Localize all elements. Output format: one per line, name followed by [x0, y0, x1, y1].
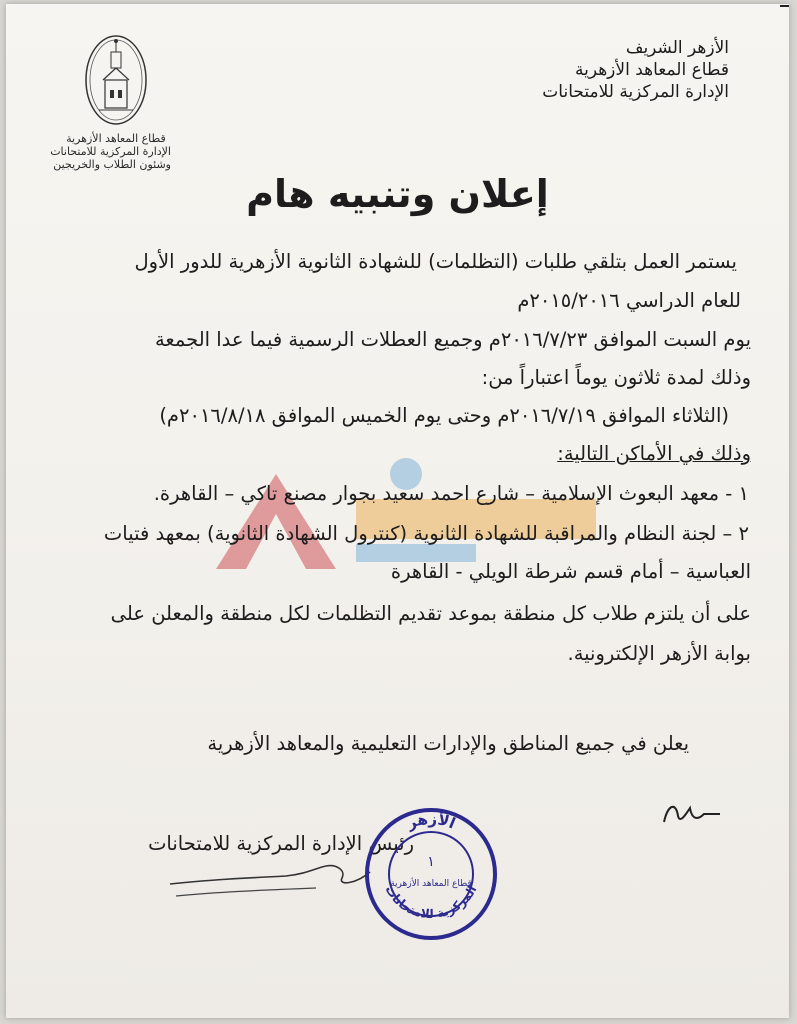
body-paragraph-1-line-2: للعام الدراسي ٢٠١٥/٢٠١٦م — [517, 289, 741, 312]
body-paragraph-2-line-2: وذلك لمدة ثلاثون يوماً اعتباراً من: — [481, 366, 751, 389]
place-2-line-2: العباسية – أمام قسم شرطة الويلي - القاهرة — [390, 560, 751, 583]
corner-bracket-mark — [778, 4, 789, 18]
body-paragraph-1-line-1: يستمر العمل بتلقي طلبات (التظلمات) للشهادة الثانوية الأزهرية للدور الأول — [134, 250, 737, 273]
stamp-number: ١ — [427, 854, 435, 870]
signatory-role: رئيس الإدارة المركزية للامتحانات — [148, 832, 414, 855]
page-title: إعلان وتنبيه هام — [246, 172, 549, 216]
place-2-line-1: ٢ – لجنة النظام والمراقبة للشهادة الثانوية (كنترول الشهادة الثانوية) بمعهد فتيات — [103, 522, 749, 545]
emblem-caption-2: الإدارة المركزية للامتحانات — [50, 145, 171, 158]
body-date-range: (الثلاثاء الموافق ٢٠١٦/٧/١٩م وحتى يوم الخميس الموافق ٢٠١٦/٨/١٨م) — [159, 404, 729, 427]
body-paragraph-2-line-1: يوم السبت الموافق ٢٠١٦/٧/٢٣م وجميع العطلات الرسمية فيما عدا الجمعة — [154, 328, 751, 351]
official-stamp — [361, 804, 501, 944]
places-heading: وذلك في الأماكن التالية: — [557, 442, 751, 465]
emblem-caption-3: وشئون الطلاب والخريجين — [53, 158, 171, 171]
header-department: الإدارة المركزية للامتحانات — [542, 82, 729, 102]
publish-statement: يعلن في جميع المناطق والإدارات التعليمية والمعاهد الأزهرية — [207, 732, 689, 755]
svg-text:الأزهر — [404, 810, 459, 833]
stamp-outer-top: الأزهر — [404, 809, 459, 833]
note-line-1: على أن يلتزم طلاب كل منطقة بموعد تقديم التظلمات لكل منطقة والمعلن على — [110, 602, 751, 625]
place-1: ١ - معهد البعوث الإسلامية – شارع احمد سعيد بجوار مصنع تاكي – القاهرة. — [153, 482, 749, 505]
note-line-2: بوابة الأزهر الإلكترونية. — [567, 642, 751, 665]
emblem-caption-1: قطاع المعاهد الأزهرية — [66, 132, 166, 145]
signature-mark-left-icon — [166, 854, 376, 904]
stamp-inner-text: قطاع المعاهد الأزهرية — [390, 879, 472, 889]
signature-mark-right-icon — [658, 794, 728, 834]
header-institution: الأزهر الشريف — [625, 38, 729, 58]
header-sector: قطاع المعاهد الأزهرية — [574, 60, 729, 80]
document-page — [6, 4, 789, 1018]
stamp-outer-bottom: المركزية للامتحانات — [382, 882, 480, 922]
azhar-emblem-icon — [81, 30, 151, 130]
